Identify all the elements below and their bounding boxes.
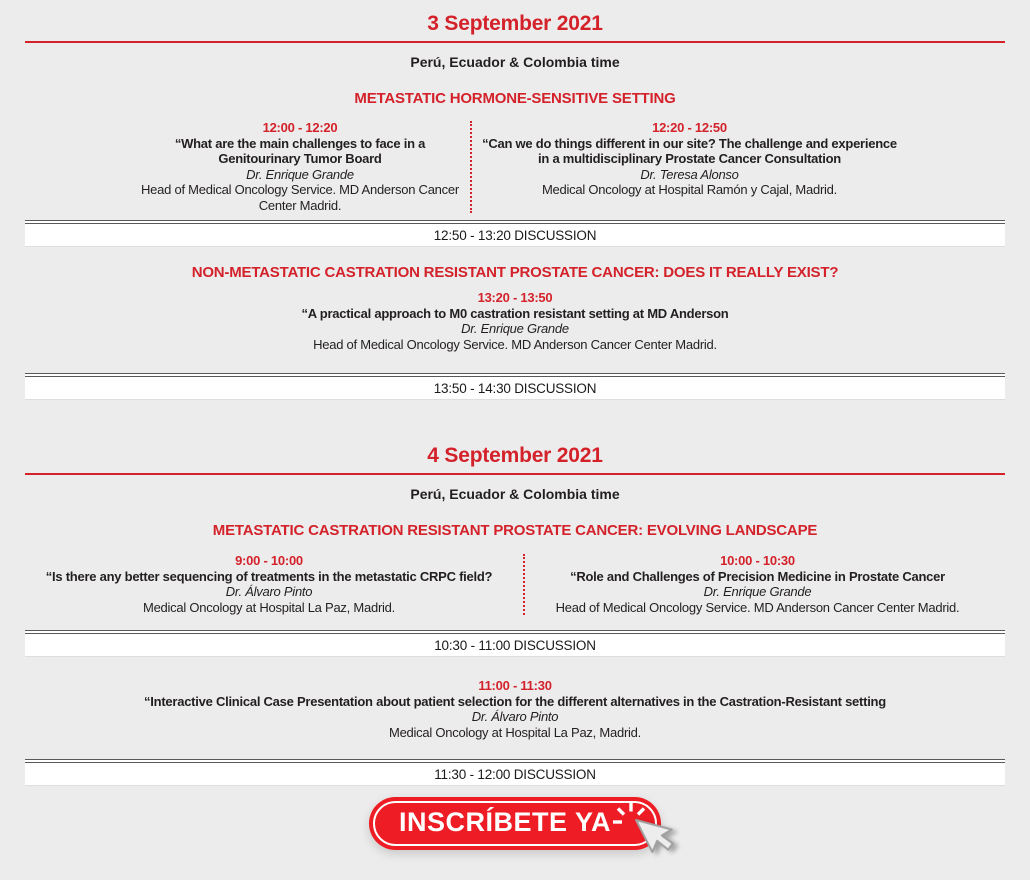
day1-section2-heading: NON-METASTATIC CASTRATION RESISTANT PROSTATE CANCER: DOES IT REALLY EXIST? [191,264,839,281]
cta-label: INSCRÍBETE YA [398,807,612,837]
speaker-name: Dr. Álvaro Pinto [225,584,313,599]
session-time: 12:20 - 12:50 [652,120,727,135]
day-1-title: 3 September 2021 [427,12,603,35]
speaker-name: Dr. Enrique Grande [703,584,812,599]
timezone-label: Perú, Ecuador & Colombia time [410,486,620,502]
session-title: “What are the main challenges to face in a Genitourinary Tumor Board [174,135,426,166]
session-time: 13:20 - 13:50 [477,290,553,305]
inscribete-button[interactable] [369,797,661,850]
speaker-name: Dr. Teresa Alonso [640,166,739,182]
day-2-title: 4 September 2021 [427,444,603,467]
click-burst-rays [613,803,644,822]
day1-section1-heading: METASTATIC HORMONE-SENSITIVE SETTING [354,90,676,107]
red-divider-line [25,473,1005,475]
click-cursor-icon [611,803,677,869]
speaker-name: Dr. Álvaro Pinto [471,709,559,724]
session-title: “Role and Challenges of Precision Medicine in Prostate Cancer [570,568,945,584]
session-block [0,290,1030,352]
speaker-affiliation: Head of Medical Oncology Service. MD Anderson Cancer Center Madrid. [555,599,960,615]
discussion-bar: 12:50 - 13:20 DISCUSSION [25,220,1005,247]
timezone-label: Perú, Ecuador & Colombia time [410,54,620,70]
day2-session-row [0,553,1030,615]
session-time: 10:00 - 10:30 [720,553,795,568]
session-time: 9:00 - 10:00 [235,553,303,568]
discussion-bar: 11:30 - 12:00 DISCUSSION [25,759,1005,786]
session-block [0,678,1030,740]
red-divider-line [25,41,1005,43]
speaker-affiliation: Medical Oncology at Hospital La Paz, Madrid. [142,599,395,615]
cursor-arrow [636,808,679,857]
session-time: 11:00 - 11:30 [478,678,552,693]
speaker-name: Dr. Enrique Grande [461,321,569,336]
day1-session-row [0,120,1030,213]
session-block [535,553,980,615]
speaker-affiliation: Medical Oncology at Hospital La Paz, Madrid. [388,724,641,740]
discussion-bar: 13:50 - 14:30 DISCUSSION [25,373,1005,400]
session-title: “Interactive Clinical Case Presentation about patient selection for the different alternatives in the Castration-Resistant setting [144,693,886,709]
day-1-section [0,13,1030,400]
day-2-section [0,445,1030,786]
session-block [140,120,460,213]
session-title: “Is there any better sequencing of treatments in the metastatic CRPC field? [45,568,493,584]
discussion-bar: 10:30 - 11:00 DISCUSSION [25,630,1005,657]
session-title: “Can we do things different in our site? The challenge and experience in a multidisciplinary Prostate Cancer Consultation [482,135,897,166]
speaker-affiliation: Head of Medical Oncology Service. MD Anderson Cancer Center Madrid. [141,182,459,213]
dotted-column-divider [470,121,472,213]
session-time: 12:00 - 12:20 [262,120,338,135]
session-title: “A practical approach to M0 castration resistant setting at MD Anderson [301,305,729,321]
dotted-column-divider [523,554,525,615]
session-block [25,553,513,615]
speaker-name: Dr. Enrique Grande [246,166,354,182]
speaker-affiliation: Head of Medical Oncology Service. MD Anderson Cancer Center Madrid. [313,336,717,352]
speaker-affiliation: Medical Oncology at Hospital Ramón y Cajal, Madrid. [541,182,838,197]
cta-row [0,797,1030,850]
session-block [482,120,897,213]
day2-section1-heading: METASTATIC CASTRATION RESISTANT PROSTATE CANCER: EVOLVING LANDSCAPE [212,522,818,539]
